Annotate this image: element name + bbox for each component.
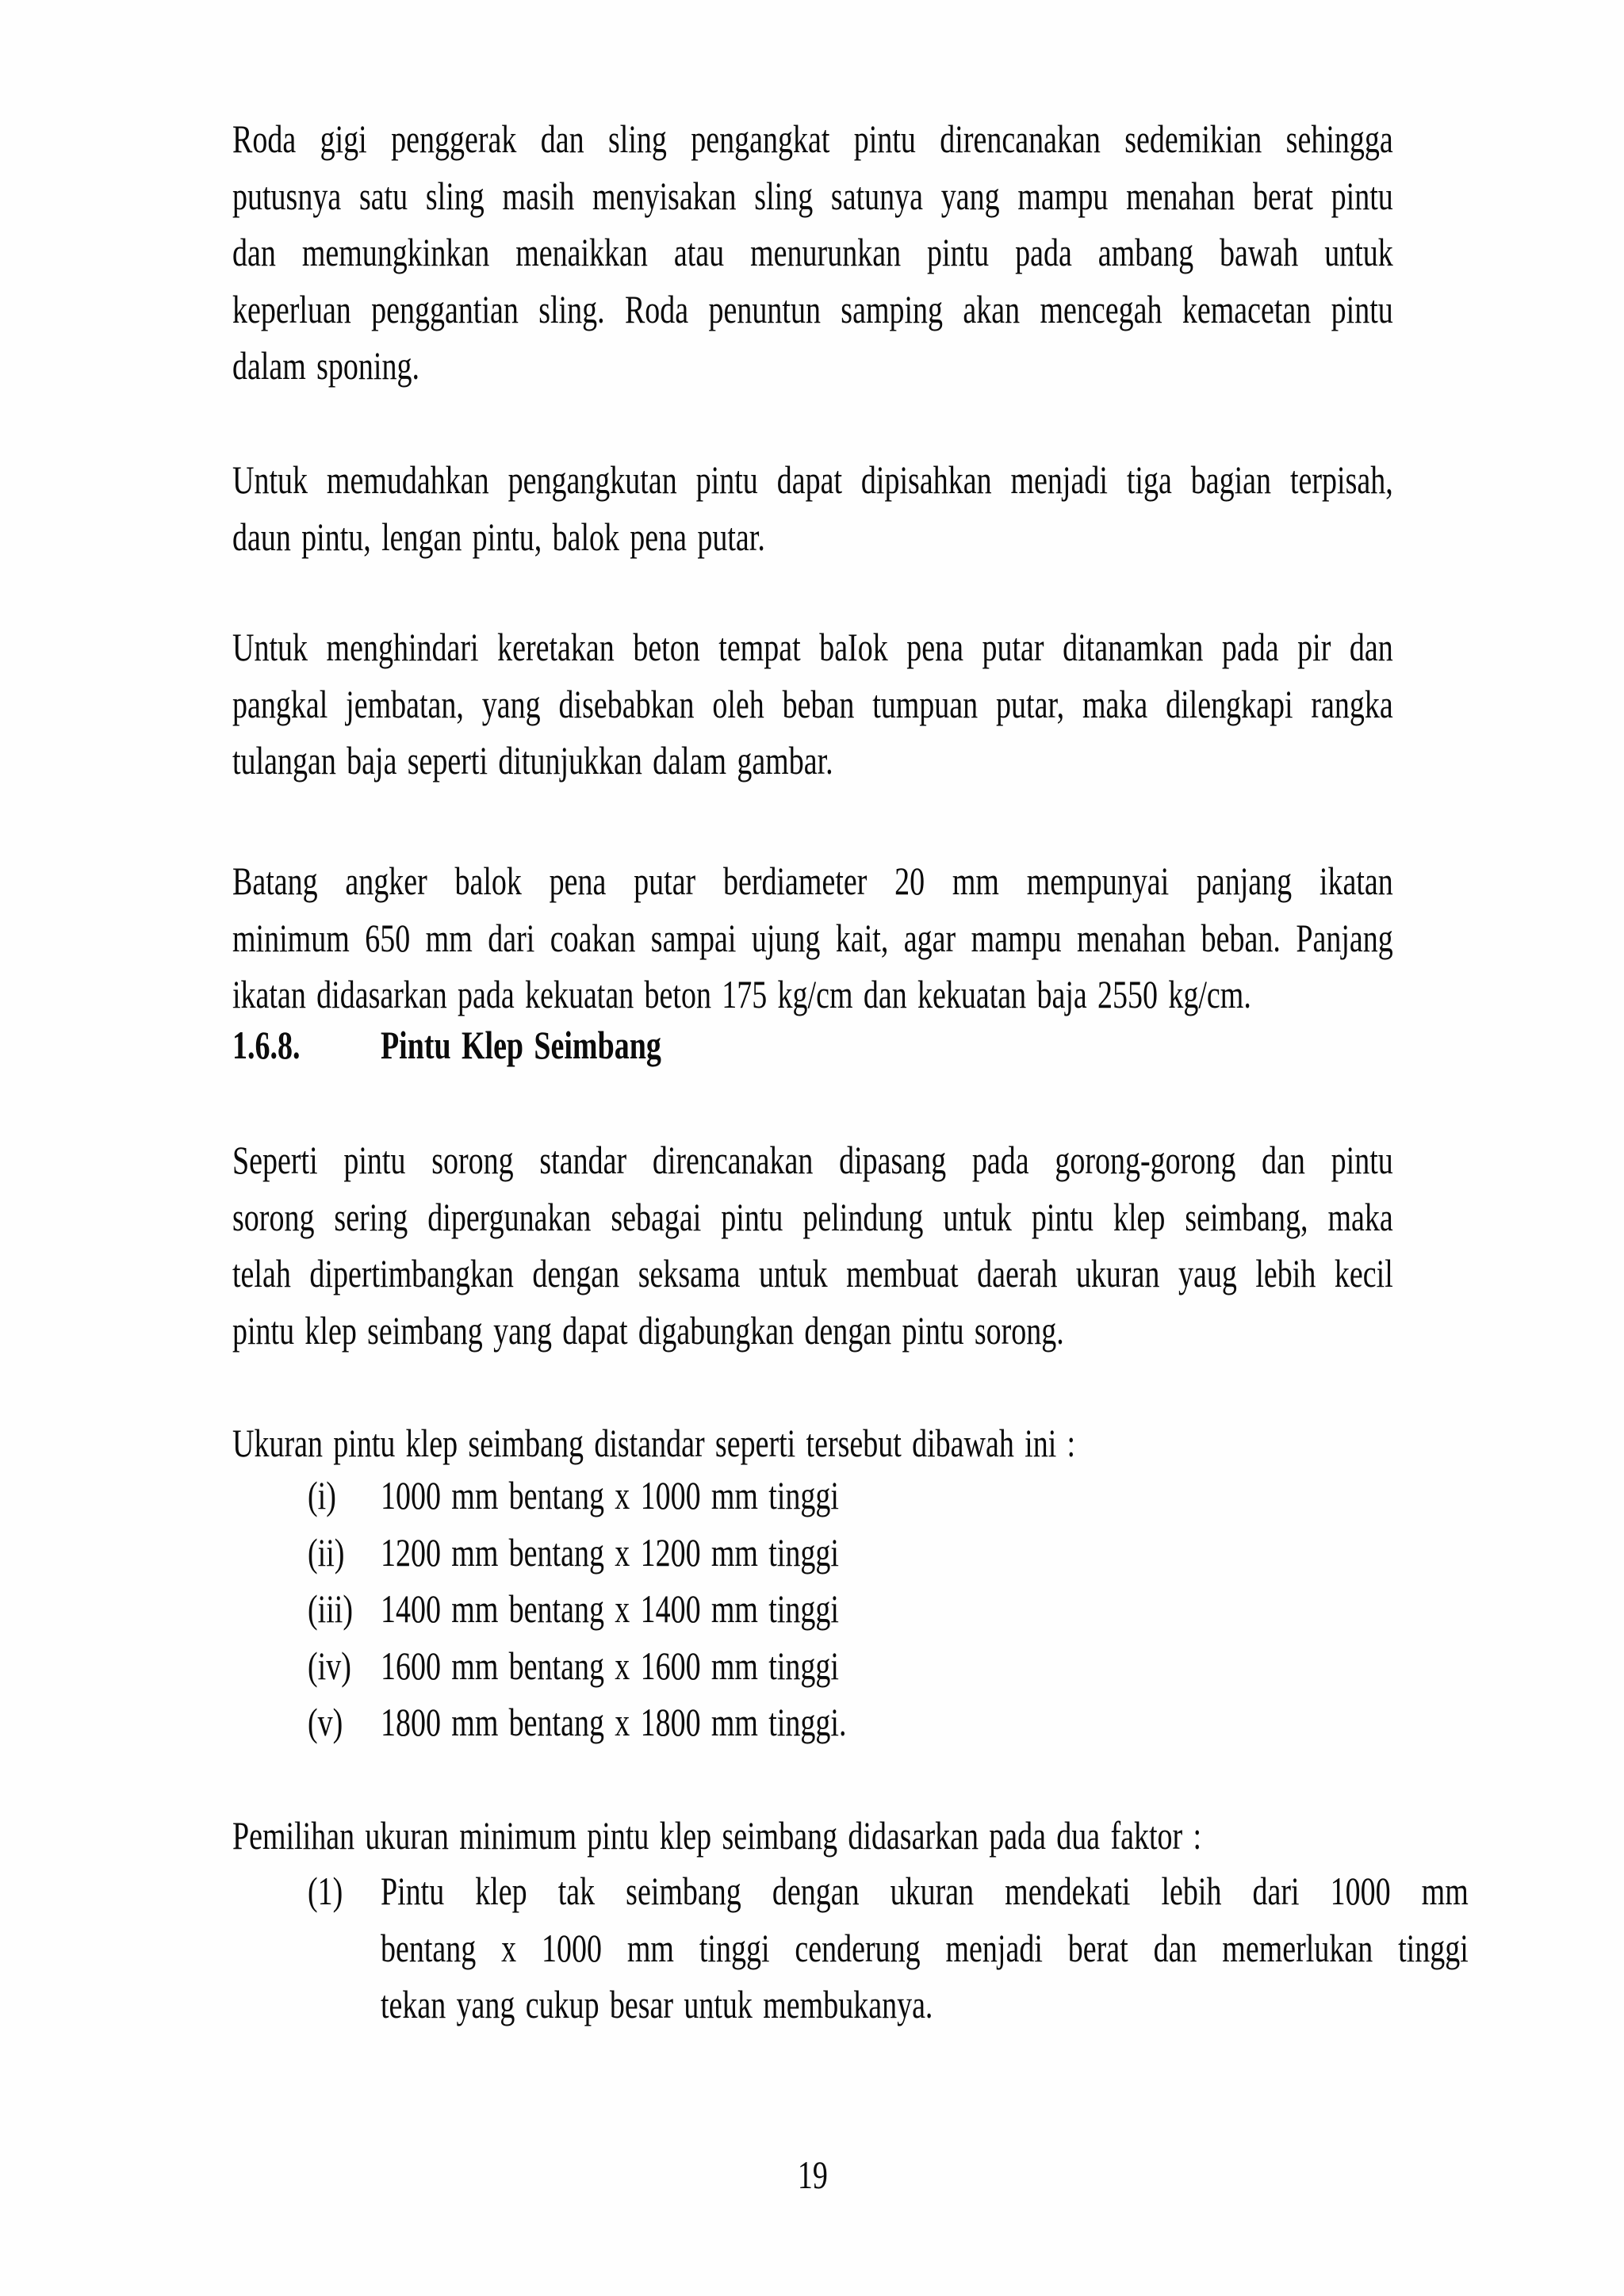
list-item-marker: (iv) (308, 1643, 351, 1688)
list-item (308, 1525, 1469, 1582)
list-item-text: 1200 mm bentang x 1200 mm tinggi (380, 1529, 839, 1575)
text-line: Roda gigi penggerak dan sling pengangkat pintu direncanakan sedemikian sehingga (232, 117, 1393, 161)
list-item-text: 1800 mm bentang x 1800 mm tinggi. (380, 1700, 847, 1744)
para-concrete-crack (232, 619, 1393, 790)
list-item (308, 1581, 1469, 1638)
factor-item-text (381, 1863, 1469, 2034)
list-item-marker: (iii) (308, 1586, 353, 1631)
text-line: tulangan baja seperti ditunjukkan dalam gambar. (232, 738, 833, 783)
factors-intro-line (232, 1808, 1393, 1865)
factor-item-1 (232, 1863, 1469, 2034)
list-item-marker: (i) (308, 1473, 336, 1517)
text-line: Untuk memudahkan pengangkutan pintu dapat dipisahkan menjadi tiga bagian terpisah, (232, 457, 1393, 502)
para-klep-overview (232, 1132, 1393, 1359)
text-line: telah dipertimbangkan dengan seksama untuk membuat daerah ukuran yaug lebih kecil (232, 1251, 1393, 1295)
text-line: Ukuran pintu klep seimbang distandar seperti tersebut dibawah ini : (232, 1421, 1076, 1465)
section-title: Pintu Klep Seimbang (380, 1023, 661, 1067)
list-item-marker: (v) (308, 1700, 343, 1744)
para-anchor-rod (232, 853, 1393, 1024)
page-number: 19 (797, 2152, 828, 2197)
text-line: Pintu klep tak seimbang dengan ukuran mendekati lebih dari 1000 mm (380, 1869, 1469, 1913)
text-line: Pemilihan ukuran minimum pintu klep seimbang didasarkan pada dua faktor : (232, 1813, 1202, 1858)
text-line: minimum 650 mm dari coakan sampai ujung kait, agar mampu menahan beban. Panjang (232, 915, 1393, 960)
size-list (232, 1468, 1469, 1751)
text-line: Untuk menghindari keretakan beton tempat baIok pena putar ditanamkan pada pir dan (232, 625, 1393, 669)
section-heading (232, 1017, 1393, 1074)
text-line: sorong sering dipergunakan sebagai pintu pelindung untuk pintu klep seimbang, maka (232, 1194, 1393, 1239)
list-item-text: 1400 mm bentang x 1400 mm tinggi (380, 1586, 839, 1631)
text-line: daun pintu, lengan pintu, balok pena putar. (232, 514, 765, 559)
text-line: Batang angker balok pena putar berdiameter 20 mm mempunyai panjang ikatan (232, 859, 1393, 903)
list-item (308, 1468, 1469, 1525)
text-line: ikatan didasarkan pada kekuatan beton 175 kg/cm dan kekuatan baja 2550 kg/cm. (232, 972, 1251, 1016)
list-item (308, 1638, 1469, 1695)
factor-item-marker: (1) (308, 1869, 343, 1913)
section-number: 1.6.8. (232, 1023, 301, 1067)
text-line: dan memungkinkan menaikkan atau menurunkan pintu pada ambang bawah untuk (232, 230, 1393, 274)
para-transport-parts (232, 452, 1393, 565)
text-line: tekan yang cukup besar untuk membukanya. (380, 1982, 933, 2026)
text-line: dalam sponing. (232, 343, 420, 388)
sizes-intro-line (232, 1415, 1393, 1472)
list-item-text: 1000 mm bentang x 1000 mm tinggi (380, 1473, 839, 1517)
text-line: Seperti pintu sorong standar direncanakan dipasang pada gorong-gorong dan pintu (232, 1138, 1393, 1182)
text-line: pangkal jembatan, yang disebabkan oleh beban tumpuan putar, maka dilengkapi rangka (232, 681, 1393, 726)
para-sling-mechanism (232, 111, 1393, 395)
text-line: keperluan penggantian sling. Roda penuntun samping akan mencegah kemacetan pintu (232, 286, 1393, 331)
text-line: putusnya satu sling masih menyisakan sling satunya yang mampu menahan berat pintu (232, 173, 1393, 218)
text-line: bentang x 1000 mm tinggi cenderung menjadi berat dan memerlukan tinggi (380, 1925, 1469, 1970)
list-item-marker: (ii) (308, 1529, 345, 1575)
list-item (308, 1694, 1469, 1751)
list-item-text: 1600 mm bentang x 1600 mm tinggi (380, 1643, 839, 1688)
text-line: pintu klep seimbang yang dapat digabungkan dengan pintu sorong. (232, 1307, 1064, 1353)
